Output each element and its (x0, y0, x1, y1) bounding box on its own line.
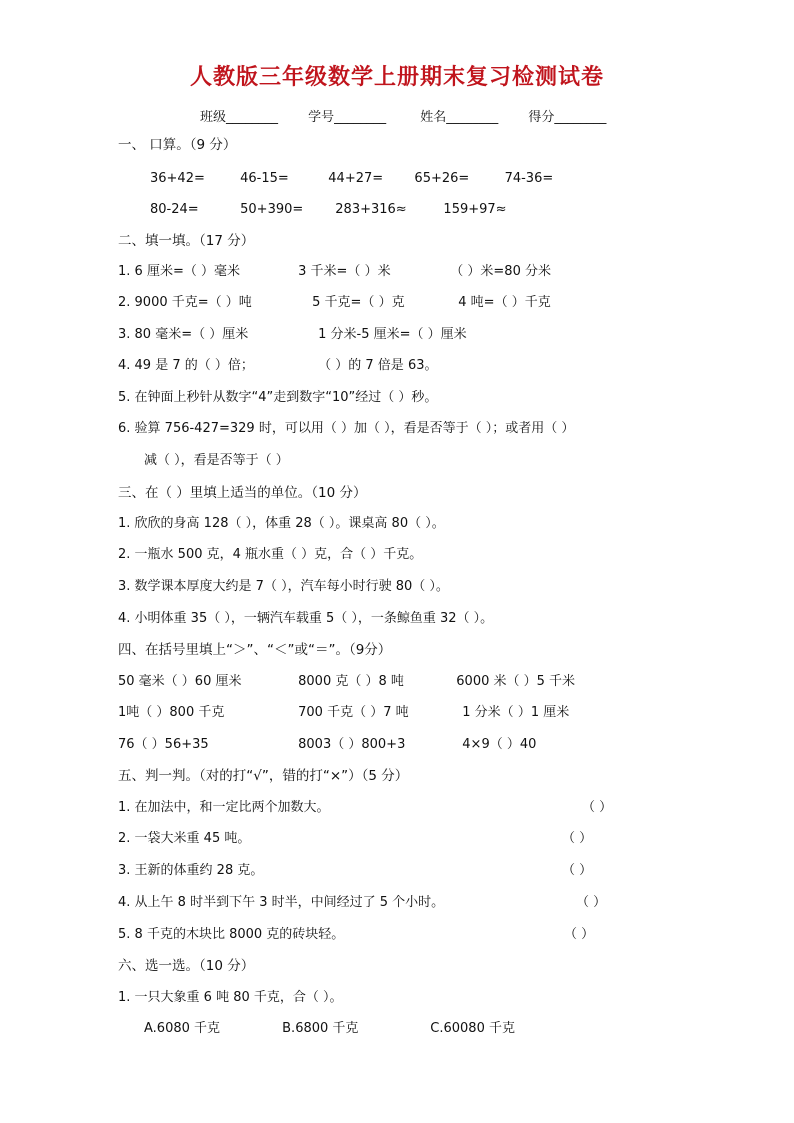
section-5-heading: 五、判一判。（对的打“√”，错的打“×”）（5 分） (118, 768, 409, 784)
choice-options (144, 1020, 515, 1038)
fill-question-6: 6. 验算 756-427=329 时，可以用（ ）加（ ），看是否等于（ ）；或者用（ ） (118, 421, 575, 436)
compare-row-2: 1吨（ ）800 千克 700 千克（ ）7 吨 1 分米（ ）1 厘米 (118, 705, 570, 720)
fill-question-4: 4. 49 是 7 的（ ）倍； （ ）的 7 倍是 63。 (118, 358, 438, 373)
class-field: 班级________ (200, 110, 279, 125)
fill-question-3: 3. 80 毫米=（ ）厘米 1 分米-5 厘米=（ ）厘米 (118, 327, 467, 342)
section-6-heading: 六、选一选。（10 分） (118, 958, 255, 974)
mental-math-item: 44+27= (328, 171, 384, 186)
mental-math-item: 36+42= (150, 171, 205, 186)
page-title: 人教版三年级数学上册期末复习检测试卷 (189, 65, 604, 90)
fill-question-5: 5. 在钟面上秒针从数字“4”走到数字“10”经过（ ）秒。 (118, 390, 438, 405)
judge-item-2-answer: （ ） (562, 831, 593, 846)
name-field: 姓名________ (420, 110, 499, 125)
option-a: A.6080 千克 (144, 1021, 221, 1036)
fill-question-2: 2. 9000 千克=（ ）吨 5 千克=（ ）克 4 吨=（ ）千克 (118, 295, 551, 310)
student-info-row (200, 106, 606, 125)
option-b: B.6800 千克 (282, 1021, 359, 1036)
section-3-heading: 三、在（ ）里填上适当的单位。（10 分） (118, 485, 367, 501)
judge-item-2-text: 2. 一袋大米重 45 吨。 (118, 831, 251, 846)
judge-item-5-text: 5. 8 千克的木块比 8000 克的砖块轻。 (118, 927, 345, 942)
section-4-heading: 四、在括号里填上“＞”、“＜”或“＝”。（9分） (118, 642, 392, 658)
mental-math-item: 50+390= (240, 202, 304, 217)
judge-item-5-answer: （ ） (564, 927, 595, 942)
judge-item-1-answer: （ ） (582, 800, 613, 815)
judge-item-4-text: 4. 从上午 8 时半到下午 3 时半，中间经过了 5 个小时。 (118, 895, 445, 910)
section-2-heading: 二、填一填。（17 分） (118, 233, 255, 249)
compare-row-1: 50 毫米（ ）60 厘米 8000 克（ ）8 吨 6000 米（ ）5 千米 (118, 674, 576, 689)
judge-item-1-text: 1. 在加法中，和一定比两个加数大。 (118, 800, 330, 815)
mental-math-item: 283+316≈ (335, 202, 407, 217)
compare-row-3: 76（ ）56+35 8003（ ）800+3 4×9（ ）40 (118, 737, 537, 752)
unit-question-1: 1. 欣欣的身高 128（ ），体重 28（ ）。课桌高 80（ ）。 (118, 516, 445, 531)
choice-question-1: 1. 一只大象重 6 吨 80 千克，合（ ）。 (118, 990, 343, 1005)
score-field: 得分________ (528, 110, 607, 125)
unit-question-3: 3. 数学课本厚度大约是 7（ ），汽车每小时行驶 80（ ）。 (118, 579, 449, 594)
mental-math-item: 65+26= (414, 171, 470, 186)
option-c: C.60080 千克 (430, 1021, 515, 1036)
mental-math-item: 46-15= (240, 171, 289, 186)
mental-math-row-1 (150, 170, 553, 188)
judge-item-3-text: 3. 王新的体重约 28 克。 (118, 863, 264, 878)
fill-question-1: 1. 6 厘米=（ ）毫米 3 千米=（ ）米 （ ）米=80 分米 (118, 264, 551, 279)
mental-math-item: 74-36= (504, 171, 554, 186)
fill-question-6-continued: 减（ ），看是否等于（ ） (144, 453, 289, 468)
unit-question-2: 2. 一瓶水 500 克，4 瓶水重（ ）克，合（ ）千克。 (118, 547, 423, 562)
judge-item-4-answer: （ ） (576, 895, 607, 910)
mental-math-item: 159+97≈ (443, 202, 507, 217)
unit-question-4: 4. 小明体重 35（ ），一辆汽车载重 5（ ），一条鲸鱼重 32（ ）。 (118, 611, 494, 626)
section-1-heading: 一、 口算。（9 分） (118, 137, 237, 153)
judge-item-3-answer: （ ） (562, 863, 593, 878)
number-field: 学号________ (308, 110, 387, 125)
mental-math-row-2 (150, 201, 507, 219)
mental-math-item: 80-24= (150, 202, 199, 217)
